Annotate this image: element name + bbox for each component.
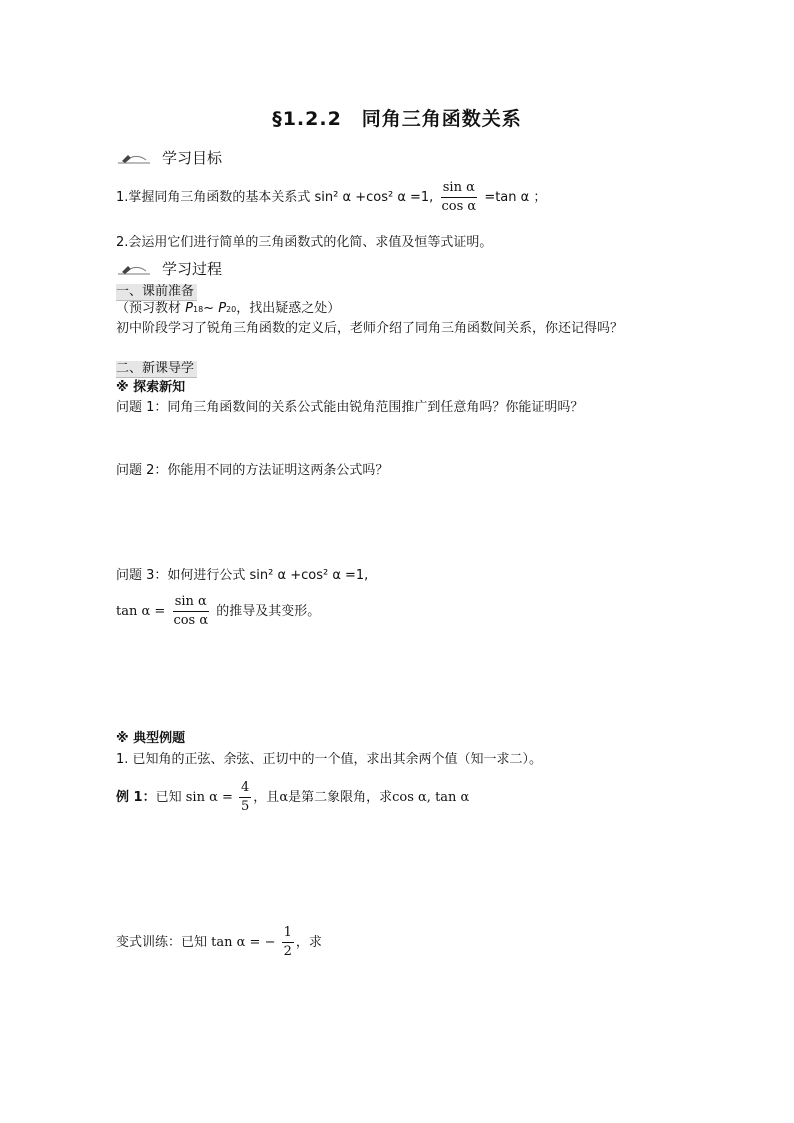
example-1-text-a: 已知: [155, 790, 182, 805]
variant-text-a: 变式训练：已知: [116, 935, 208, 950]
question-1: 问题 1：同角三角函数间的关系公式能由锐角范围推广到任意角吗？你能证明吗？: [116, 400, 584, 415]
goals-heading-text: 学习目标: [162, 149, 223, 167]
process-heading-text: 学习过程: [162, 260, 223, 278]
q3-tan-expr: tan α =: [116, 604, 166, 619]
page-ref-end-letter: P: [218, 301, 227, 316]
section-process-heading: [116, 258, 222, 279]
question-3-line-2: [116, 594, 320, 629]
page-ref-start-number: 18: [192, 305, 204, 314]
page-ref-end: [218, 301, 236, 316]
page-title: §1.2.2 同角三角函数关系: [272, 108, 522, 130]
goal-fraction: [439, 180, 478, 215]
example-1-sin-expr: sin α =: [185, 790, 233, 805]
example-1-text-b: ，且: [253, 790, 280, 805]
goal-fraction-den: cos α: [441, 199, 477, 214]
section-goals-heading: [116, 147, 222, 168]
goal-fraction-num: sin α: [441, 180, 477, 198]
page-ref-tilde: ~: [203, 301, 219, 316]
pencil-decoration-icon: [116, 263, 152, 277]
question-3-line-1: 问题 3：如何进行公式 sin² α +cos² α =1,: [116, 568, 369, 583]
example-1-fraction-num: 4: [239, 780, 251, 798]
goal-item-2: 2.会运用它们进行简单的三角函数式的化简、求值及恒等式证明。: [116, 235, 493, 250]
goal-item-1-tail: =tan α ；: [484, 190, 547, 205]
example-1-alpha: α: [279, 790, 289, 805]
q3-fraction: [171, 594, 210, 629]
variant-exercise: [116, 925, 322, 960]
q3-suffix: 的推导及其变形。: [216, 604, 321, 619]
part2-title-text: 二、新课导学: [116, 361, 197, 378]
q3-fraction-den: cos α: [173, 613, 209, 628]
variant-tan-expr: tan α = −: [211, 935, 276, 950]
question-2: 问题 2：你能用不同的方法证明这两条公式吗？: [116, 463, 389, 478]
page-ref-start: [185, 301, 203, 316]
part2-title: [116, 357, 197, 376]
example-1-label: 例 1：: [116, 790, 156, 805]
goal-item-1: [116, 180, 546, 215]
intro-paragraph: 初中阶段学习了锐角三角函数的定义后，老师介绍了同角三角函数间关系，你还记得吗？: [116, 321, 624, 336]
variant-text-b: ，求: [295, 935, 322, 950]
example-1-text-c: 是第二象限角，求: [288, 790, 393, 805]
examples-intro: 1. 已知角的正弦、余弦、正切中的一个值，求出其余两个值（知一求二）。: [116, 752, 543, 767]
examples-title: ※ 典型例题: [116, 731, 186, 746]
explore-title: ※ 探索新知: [116, 380, 186, 395]
example-1-target-expr: cos α, tan α: [392, 790, 470, 805]
pencil-decoration-icon: [116, 152, 152, 166]
preview-note: [116, 297, 340, 316]
example-1: [116, 780, 469, 815]
example-1-fraction-den: 5: [241, 799, 250, 814]
variant-fraction-num: 1: [282, 925, 294, 943]
preview-prefix: （预习教材: [116, 301, 186, 316]
preview-suffix: ，找出疑惑之处）: [236, 301, 341, 316]
variant-fraction: [282, 925, 294, 960]
example-1-fraction: [239, 780, 251, 815]
page-ref-start-letter: P: [185, 301, 193, 316]
part1-title-text: 一、课前准备: [116, 284, 197, 301]
variant-fraction-den: 2: [283, 944, 292, 959]
page-ref-end-number: 20: [226, 305, 237, 314]
q3-fraction-num: sin α: [173, 594, 209, 612]
goal-item-1-text: 1.掌握同角三角函数的基本关系式 sin² α +cos² α =1,: [116, 190, 434, 205]
